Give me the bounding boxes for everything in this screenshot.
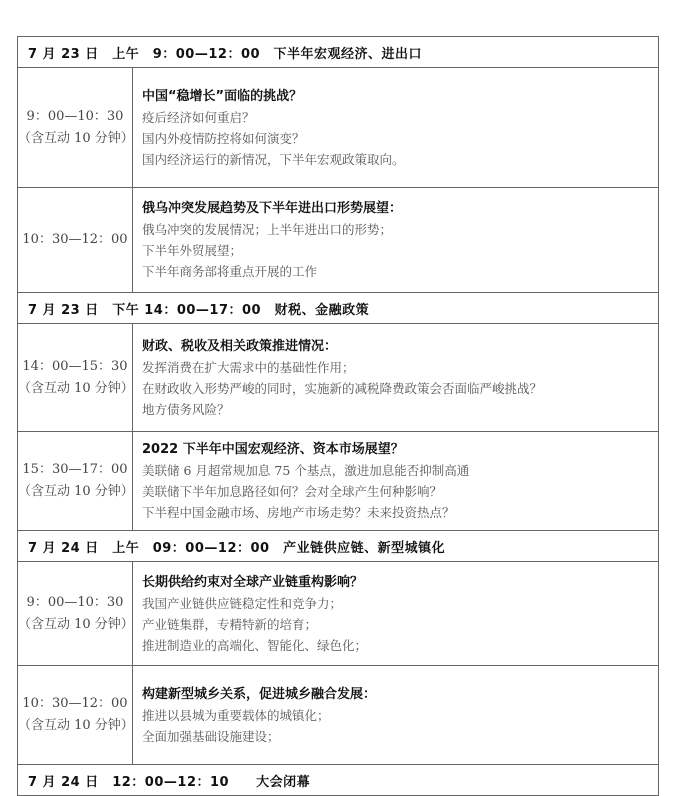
session-time: 10：30—12：00 xyxy=(22,232,128,247)
session-time-cell xyxy=(18,188,133,293)
agenda-table xyxy=(17,36,659,796)
session-item: 发挥消费在扩大需求中的基础性作用； xyxy=(142,359,355,375)
session-item: 国内经济运行的新情况，下半年宏观政策取向。 xyxy=(142,151,405,167)
session-item: 地方债务风险？ xyxy=(142,401,230,417)
session-row xyxy=(18,666,659,765)
session-item: 全面加强基础设施建设； xyxy=(142,728,280,744)
session-item: 下半程中国金融市场、房地产市场走势？未来投资热点？ xyxy=(142,505,455,520)
session-row xyxy=(18,432,659,531)
section-header: 7 月 24 日 12：00—12：10 大会闭幕 xyxy=(18,765,659,796)
session-time-cell xyxy=(18,562,133,666)
session-item: 美联储下半年加息路径如何？会对全球产生何种影响？ xyxy=(142,484,443,499)
session-item: 国内外疫情防控将如何演变？ xyxy=(142,130,305,146)
section-header: 7 月 23 日 下午 14：00—17：00 财税、金融政策 xyxy=(18,293,659,324)
session-topic: 构建新型城乡关系，促进城乡融合发展： xyxy=(142,686,377,702)
session-row xyxy=(18,562,659,666)
session-item: 俄乌冲突的发展情况；上半年进出口的形势； xyxy=(142,222,393,237)
section-header-row xyxy=(18,765,659,796)
session-row xyxy=(18,188,659,293)
session-topic: 中国“稳增长”面临的挑战？ xyxy=(142,88,303,104)
session-item: 我国产业链供应链稳定性和竞争力； xyxy=(142,595,343,611)
session-item: 下半年外贸展望； xyxy=(142,243,243,258)
session-note: （含互动 10 分钟） xyxy=(18,380,134,396)
session-item: 下半年商务部将重点开展的工作 xyxy=(142,264,318,279)
session-note: （含互动 10 分钟） xyxy=(18,484,134,499)
section-header: 7 月 23 日 上午 9：00—12：00 下半年宏观经济、进出口 xyxy=(18,37,659,68)
section-header-row xyxy=(18,37,659,68)
session-note: （含互动 10 分钟） xyxy=(18,130,134,146)
session-content-cell xyxy=(133,666,659,765)
session-content-cell xyxy=(133,188,659,293)
session-time: 10：30—12：00 xyxy=(22,696,128,711)
section-header-row xyxy=(18,293,659,324)
session-time-cell xyxy=(18,666,133,765)
section-header: 7 月 24 日 上午 09：00—12：00 产业链供应链、新型城镇化 xyxy=(18,531,659,562)
session-item: 美联储 6 月超常规加息 75 个基点，激进加息能否抑制高通 xyxy=(142,463,470,478)
session-content-cell xyxy=(133,432,659,531)
session-content-cell xyxy=(133,324,659,432)
session-content-cell xyxy=(133,562,659,666)
session-topic: 财政、税收及相关政策推进情况： xyxy=(142,338,338,354)
session-item: 推进以县城为重要载体的城镇化； xyxy=(142,707,330,723)
session-topic: 2022 下半年中国宏观经济、资本市场展望？ xyxy=(142,442,404,457)
session-row xyxy=(18,68,659,188)
session-item: 疫后经济如何重启？ xyxy=(142,109,255,125)
session-content-cell xyxy=(133,68,659,188)
session-item: 在财政收入形势严峻的同时，实施新的减税降费政策会否面临严峻挑战？ xyxy=(142,380,543,396)
session-topic: 俄乌冲突发展趋势及下半年进出口形势展望： xyxy=(142,201,403,216)
session-time: 9：00—10：30 xyxy=(26,108,124,124)
session-row xyxy=(18,324,659,432)
session-item: 推进制造业的高端化、智能化、绿色化； xyxy=(142,637,368,653)
session-item: 产业链集群，专精特新的培育； xyxy=(142,616,318,632)
session-note: （含互动 10 分钟） xyxy=(18,616,134,632)
session-time-cell xyxy=(18,68,133,188)
session-time-cell xyxy=(18,432,133,531)
session-time: 9：00—10：30 xyxy=(26,594,124,610)
section-header-row xyxy=(18,531,659,562)
session-time: 15：30—17：00 xyxy=(22,462,128,477)
session-time-cell xyxy=(18,324,133,432)
session-time: 14：00—15：30 xyxy=(22,358,128,374)
session-topic: 长期供给约束对全球产业链重构影响？ xyxy=(142,574,364,590)
session-note: （含互动 10 分钟） xyxy=(18,718,134,733)
